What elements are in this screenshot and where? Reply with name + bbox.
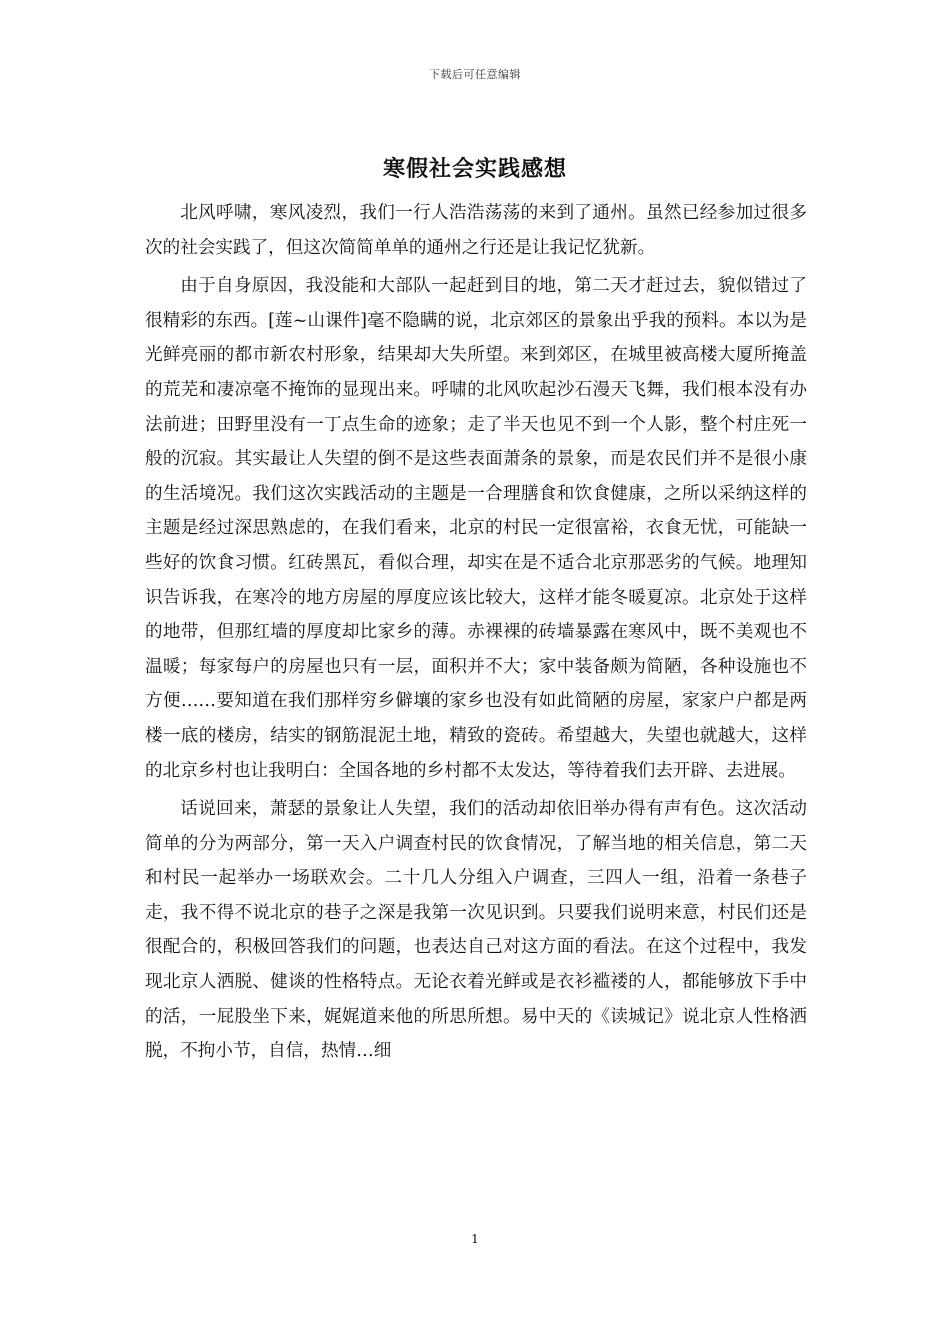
document-body: [145, 196, 807, 1073]
header-note: 下载后可任意编辑: [429, 68, 521, 81]
document-title: 寒假社会实践感想: [382, 156, 567, 182]
paragraph: 话说回来，萧瑟的景象让人失望，我们的活动却依旧举办得有声有色。这次活动简单的分为两部分，第一天入户调查村民的饮食情况，了解当地的相关信息，第二天和村民一起举办一场联欢会。二十几人分组入户调查，三四人一组，沿着一条巷子走，我不得不说北京的巷子之深是我第一次见识到。只要我们说明来意，村民们还是很配合的，积极回答我们的问题，也表达自己对这方面的看法。在这个过程中，我发现北京人洒脱、健谈的性格特点。无论衣着光鲜或是衣衫褴褛的人，都能够放下手中的活，一屁股坐下来，娓娓道来他的所思所想。易中天的《读城记》说北京人性格洒脱，不拘小节，自信，热情…细: [145, 799, 807, 1062]
paragraph: 由于自身原因，我没能和大部队一起赶到目的地，第二天才赶过去，貌似错过了很精彩的东西。[莲~山课件]毫不隐瞒的说，北京郊区的景象出乎我的预料。本以为是光鲜亮丽的都市新农村形象，结果却大失所望。来到郊区，在城里被高楼大厦所掩盖的荒芜和凄凉毫不掩饰的显现出来。呼啸的北风吹起沙石漫天飞舞，我们根本没有办法前进；田野里没有一丁点生命的迹象；走了半天也见不到一个人影，整个村庄死一般的沉寂。其实最让人失望的倒不是这些表面萧条的景象，而是农民们并不是很小康的生活境况。我们这次实践活动的主题是一合理膳食和饮食健康，之所以采纳这样的主题是经过深思熟虑的，在我们看来，北京的村民一定很富裕，衣食无忧，可能缺一些好的饮食习惯。红砖黑瓦，看似合理，却实在是不适合北京那恶劣的气候。地理知识告诉我，在寒冷的地方房屋的厚度应该比较大，这样才能冬暖夏凉。北京处于这样的地带，但那红墙的厚度却比家乡的薄。赤裸裸的砖墙暴露在寒风中，既不美观也不温暖；每家每户的房屋也只有一层，面积并不大；家中装备颇为简陋，各种设施也不方便……要知道在我们那样穷乡僻壤的家乡也没有如此简陋的房屋，家家户户都是两楼一底的楼房，结实的钢筋混泥土地，精致的瓷砖。希望越大，失望也就越大，这样的北京乡村也让我明白：全国各地的乡村都不太发达，等待着我们去开辟、去进展。: [145, 276, 807, 781]
page-number: 1: [471, 1232, 479, 1246]
paragraph: 北风呼啸，寒风凌烈，我们一行人浩浩荡荡的来到了通州。虽然已经参加过很多次的社会实践了，但这次简简单单的通州之行还是让我记忆犹新。: [145, 203, 807, 258]
